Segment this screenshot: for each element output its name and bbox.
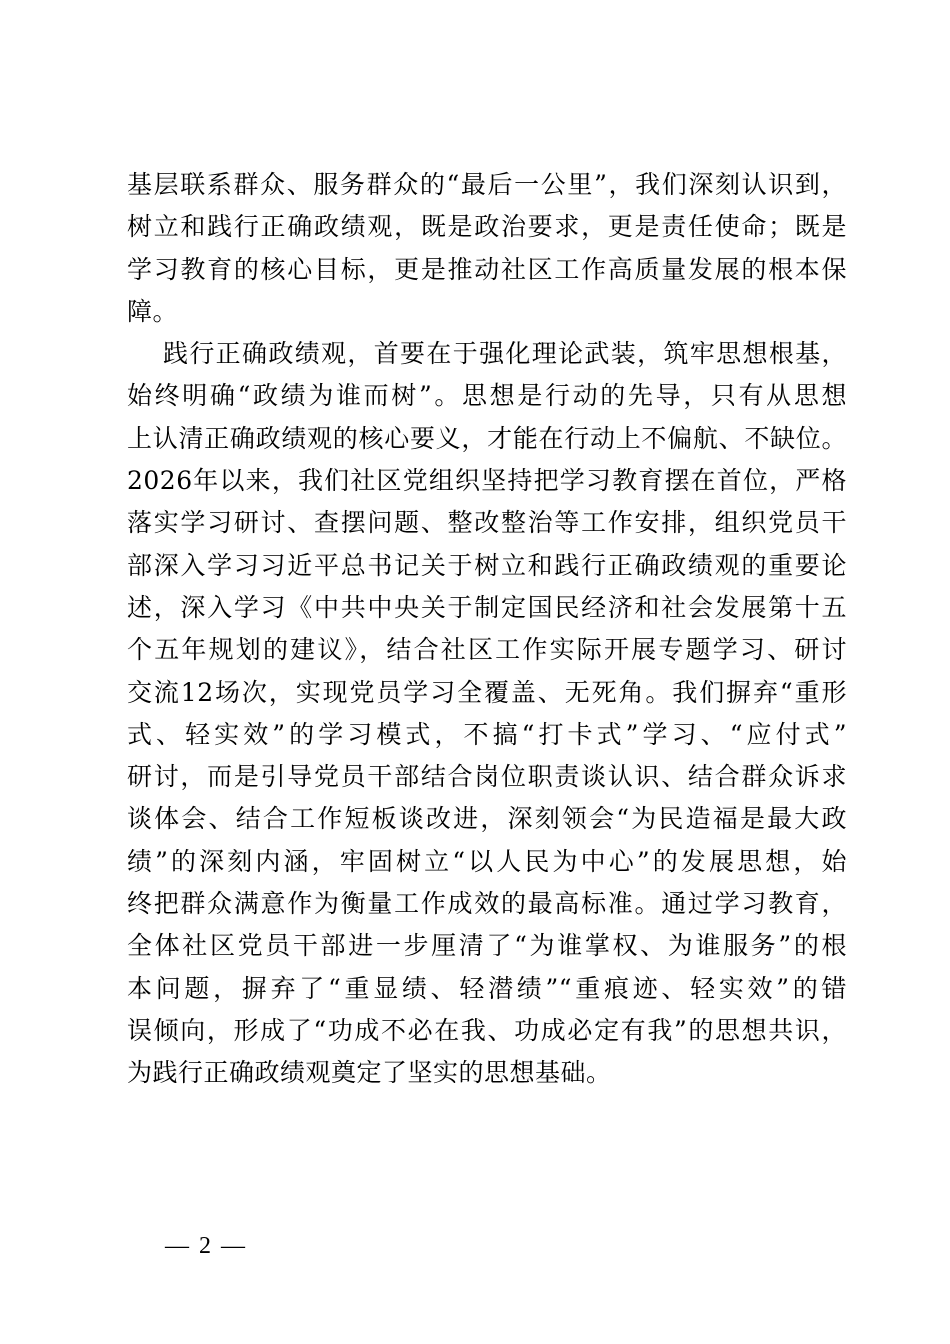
text-line: 树立和践行正确政绩观，既是政治要求，更是责任使命；既是: [127, 212, 847, 242]
text-line: 全体社区党员干部进一步厘清了“为谁掌权、为谁服务”的根: [127, 931, 847, 961]
text-line: 交流12场次，实现党员学习全覆盖、无死角。我们摒弃“重形: [127, 677, 847, 707]
page-number: — 2 —: [165, 1233, 247, 1259]
text-line: 践行正确政绩观，首要在于强化理论武装，筑牢思想根基，: [163, 339, 847, 369]
body-text: [127, 164, 847, 1095]
text-line: 始终明确“政绩为谁而树”。思想是行动的先导，只有从思想: [127, 381, 847, 411]
text-line: 上认清正确政绩观的核心要义，才能在行动上不偏航、不缺位。: [127, 423, 847, 453]
text-line: 部深入学习习近平总书记关于树立和践行正确政绩观的重要论: [127, 550, 847, 580]
text-line: 为践行正确政绩观奠定了坚实的思想基础。: [127, 1058, 612, 1088]
text-line: 基层联系群众、服务群众的“最后一公里”，我们深刻认识到，: [127, 170, 847, 199]
text-line: 个五年规划的建议》，结合社区工作实际开展专题学习、研讨: [127, 635, 847, 665]
text-line: 学习教育的核心目标，更是推动社区工作高质量发展的根本保: [127, 254, 847, 284]
text-line: 终把群众满意作为衡量工作成效的最高标准。通过学习教育，: [127, 889, 847, 919]
text-line: 本问题，摒弃了“重显绩、轻潜绩”“重痕迹、轻实效”的错: [127, 973, 847, 1003]
text-line: 绩”的深刻内涵，牢固树立“以人民为中心”的发展思想，始: [127, 846, 847, 876]
text-line: 述，深入学习《中共中央关于制定国民经济和社会发展第十五: [127, 592, 847, 622]
text-line: 式、轻实效”的学习模式，不搞“打卡式”学习、“应付式”: [127, 719, 847, 749]
text-line: 谈体会、结合工作短板谈改进，深刻领会“为民造福是最大政: [127, 804, 847, 834]
paragraph-1: [127, 164, 847, 333]
paragraph-2: [127, 333, 847, 1094]
text-line: 落实学习研讨、查摆问题、整改整治等工作安排，组织党员干: [127, 508, 847, 538]
text-line: 2026年以来，我们社区党组织坚持把学习教育摆在首位，严格: [127, 466, 847, 496]
text-line: 误倾向，形成了“功成不必在我、功成必定有我”的思想共识，: [127, 1015, 847, 1045]
text-line: 障。: [127, 296, 179, 326]
text-line: 研讨，而是引导党员干部结合岗位职责谈认识、结合群众诉求: [127, 762, 847, 792]
